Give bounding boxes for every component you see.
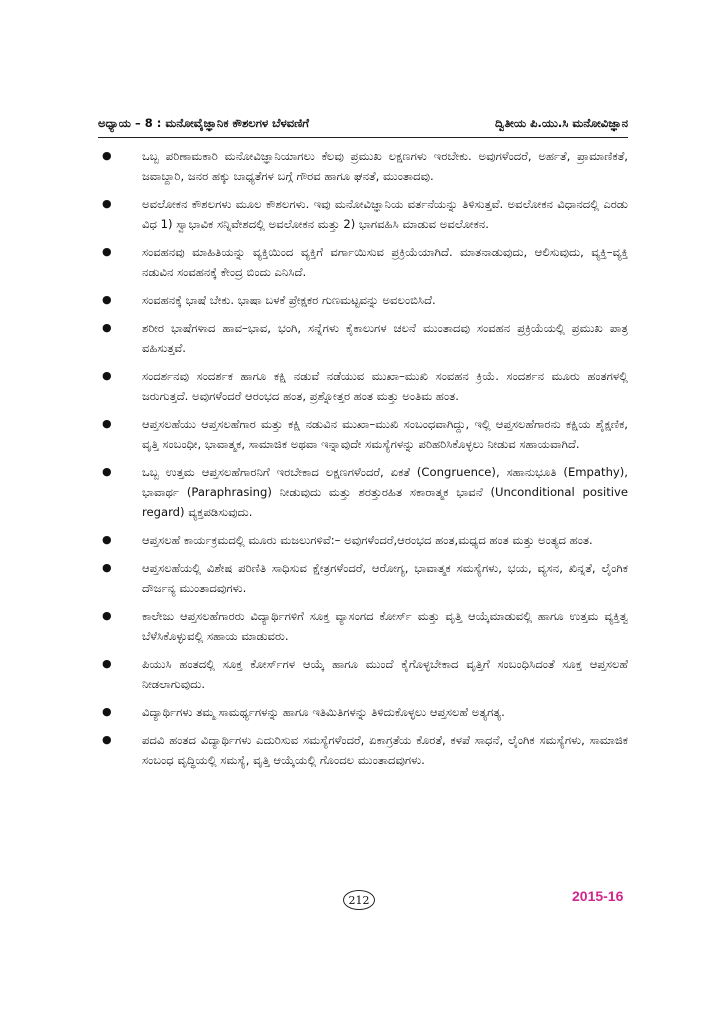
list-item — [98, 366, 628, 406]
bullet-icon: ● — [102, 533, 112, 546]
bullet-icon: ● — [102, 197, 112, 210]
bullet-icon: ● — [102, 417, 112, 430]
list-item — [98, 462, 628, 522]
bullet-icon: ● — [102, 657, 112, 670]
bullet-text: ಸಂದರ್ಶನವು ಸಂದರ್ಶಕ ಹಾಗೂ ಕಕ್ಷಿ ನಡುವೆ ನಡೆಯುವ ಮುಖಾ–ಮುಖಿ ಸಂವಹನ ಕ್ರಿಯೆ. ಸಂದರ್ಶನ ಮೂರು ಹಂತಗಳಲ್ಲಿ ಜರುಗುತ್ತದೆ. ಅವುಗಳೆಂದರೆ ಆರಂಭದ ಹಂತ, ಪ್ರಶ್ನೋತ್ತರ ಹಂತ ಮತ್ತು ಅಂತಿಮ ಹಂತ. — [142, 369, 628, 403]
page-body — [98, 146, 628, 886]
list-item — [98, 414, 628, 454]
bullet-text: ಪದವಿ ಹಂತದ ವಿದ್ಯಾರ್ಥಿಗಳು ಎದುರಿಸುವ ಸಮಸ್ಯೆಗಳೆಂದರೆ, ಏಕಾಗ್ರತೆಯ ಕೊರತೆ, ಕಳಪೆ ಸಾಧನೆ, ಲೈಂಗಿಕ ಸಮಸ್ಯೆಗಳು, ಸಾಮಾಜಿಕ ಸಂಬಂಧ ವೃದ್ಧಿಯಲ್ಲಿ ಸಮಸ್ಯೆ, ವೃತ್ತಿ ಆಯ್ಕೆಯಲ್ಲಿ ಗೊಂದಲ ಮುಂತಾದವುಗಳು. — [142, 733, 628, 767]
list-item — [98, 146, 628, 186]
bullet-text: ಆಪ್ತಸಲಹೆಯಲ್ಲಿ ವಿಶೇಷ ಪರಿಣಿತಿ ಸಾಧಿಸುವ ಕ್ಷೇತ್ರಗಳೆಂದರೆ, ಆರೋಗ್ಯ, ಭಾವಾತ್ಮಕ ಸಮಸ್ಯೆಗಳು, ಭಯ, ವ್ಯಸನ, ಖಿನ್ನತೆ, ಲೈಂಗಿಕ ದೌರ್ಜನ್ಯ ಮುಂತಾದವುಗಳು. — [142, 561, 628, 595]
bullet-icon: ● — [102, 293, 112, 306]
list-item — [98, 702, 628, 722]
bullet-icon: ● — [102, 245, 112, 258]
bullet-text: ಸಂವಹನಕ್ಕೆ ಭಾಷೆ ಬೇಕು. ಭಾಷಾ ಬಳಕೆ ಪ್ರೇಕ್ಷಕರ ಗುಣಮಟ್ಟವನ್ನು ಅವಲಂಬಿಸಿದೆ. — [142, 293, 436, 307]
bullet-icon: ● — [102, 149, 112, 162]
bullet-icon: ● — [102, 321, 112, 334]
bullet-text: ಸಂವಹನವು ಮಾಹಿತಿಯನ್ನು ವ್ಯಕ್ತಿಯಿಂದ ವ್ಯಕ್ತಿಗೆ ವರ್ಗಾಯಿಸುವ ಪ್ರಕ್ರಿಯೆಯಾಗಿದೆ. ಮಾತನಾಡುವುದು, ಆಲಿಸುವುದು, ವ್ಯಕ್ತಿ–ವ್ಯಕ್ತಿ ನಡುವಿನ ಸಂವಹನಕ್ಕೆ ಕೇಂದ್ರ ಬಿಂದು ಎನಿಸಿದೆ. — [142, 245, 628, 279]
list-item — [98, 530, 628, 550]
bullet-text: ಶರೀರ ಭಾಷೆಗಳಾದ ಹಾವ–ಭಾವ, ಭಂಗಿ, ಸನ್ನೆಗಳು ಕೈಕಾಲುಗಳ ಚಲನೆ ಮುಂತಾದವು ಸಂವಹನ ಪ್ರಕ್ರಿಯೆಯಲ್ಲಿ ಪ್ರಮುಖ ಪಾತ್ರ ವಹಿಸುತ್ತವೆ. — [142, 321, 628, 355]
bullet-text: ಆಪ್ತಸಲಹೆಯು ಆಪ್ತಸಲಹೆಗಾರ ಮತ್ತು ಕಕ್ಷಿ ನಡುವಿನ ಮುಖಾ–ಮುಖಿ ಸಂಬಂಧವಾಗಿದ್ದು, ಇಲ್ಲಿ ಆಪ್ತಸಲಹೆಗಾರನು ಕಕ್ಷಿಯ ಶೈಕ್ಷಣಿಕ, ವೃತ್ತಿ ಸಂಬಂಧೀ, ಭಾವಾತ್ಮಕ, ಸಾಮಾಜಿಕ ಅಥವಾ ಇನ್ನಾವುದೇ ಸಮಸ್ಯೆಗಳನ್ನು ಪರಿಹರಿಸಿಕೊಳ್ಳಲು ನೀಡುವ ಸಹಾಯವಾಗಿದೆ. — [142, 417, 628, 451]
chapter-title: ಅಧ್ಯಾಯ – 8 : ಮನೋವೈಜ್ಞಾನಿಕ ಕೌಶಲಗಳ ಬೆಳವಣಿಗೆ — [98, 116, 309, 130]
bullet-icon: ● — [102, 609, 112, 622]
bullet-icon: ● — [102, 465, 112, 478]
bullet-text: ಒಬ್ಬ ಉತ್ತಮ ಆಪ್ತಸಲಹೆಗಾರನಿಗೆ ಇರಬೇಕಾದ ಲಕ್ಷಣಗಳೆಂದರೆ, ಏಕತೆ (Congruence), ಸಹಾನುಭೂತಿ (Empathy), ಭಾವಾರ್ಥ (Paraphrasing) ನೀಡುವುದು ಮತ್ತು ಶರತ್ತುರಹಿತ ಸಕಾರಾತ್ಮಕ ಭಾವನೆ (Unconditional positive regard) ವ್ಯಕ್ತಪಡಿಸುವುದು. — [142, 465, 628, 519]
list-item — [98, 558, 628, 598]
list-item — [98, 194, 628, 234]
bullet-text: ಪಿಯುಸಿ ಹಂತದಲ್ಲಿ ಸೂಕ್ತ ಕೋರ್ಸ್‌ಗಳ ಆಯ್ಕೆ ಹಾಗೂ ಮುಂದೆ ಕೈಗೊಳ್ಳಬೇಕಾದ ವೃತ್ತಿಗೆ ಸಂಬಂಧಿಸಿದಂತೆ ಸೂಕ್ತ ಆಪ್ತಸಲಹೆ ನೀಡಲಾಗುವುದು. — [142, 657, 628, 691]
list-item — [98, 318, 628, 358]
bullet-icon: ● — [102, 733, 112, 746]
page-number: 212 — [343, 890, 375, 910]
list-item — [98, 730, 628, 770]
bullet-text: ಒಬ್ಬ ಪರಿಣಾಮಕಾರಿ ಮನೋವಿಜ್ಞಾನಿಯಾಗಲು ಕೆಲವು ಪ್ರಮುಖ ಲಕ್ಷಣಗಳು ಇರಬೇಕು. ಅವುಗಳೆಂದರೆ, ಅರ್ಹತೆ, ಪ್ರಾಮಾಣಿಕತೆ, ಜವಾಬ್ದಾರಿ, ಜನರ ಹಕ್ಕು ಬಾಧ್ಯತೆಗಳ ಬಗ್ಗೆ ಗೌರವ ಹಾಗೂ ಘನತೆ, ಮುಂತಾದವು. — [142, 149, 628, 183]
bullet-icon: ● — [102, 561, 112, 574]
bullet-text: ವಿದ್ಯಾರ್ಥಿಗಳು ತಮ್ಮ ಸಾಮರ್ಥ್ಯಗಳನ್ನು ಹಾಗೂ ಇತಿಮಿತಿಗಳನ್ನು ತಿಳಿದುಕೊಳ್ಳಲು ಆಪ್ತಸಲಹೆ ಅತ್ಯಗತ್ಯ. — [142, 705, 505, 719]
book-title: ದ್ವಿತೀಯ ಪಿ.ಯು.ಸಿ ಮನೋವಿಜ್ಞಾನ — [494, 116, 628, 130]
bullet-text: ಅವಲೋಕನ ಕೌಶಲಗಳು ಮೂಲ ಕೌಶಲಗಳು. ಇವು ಮನೋವಿಜ್ಞಾನಿಯ ವರ್ತನೆಯನ್ನು ತಿಳಿಸುತ್ತವೆ. ಅವಲೋಕನ ವಿಧಾನದಲ್ಲಿ ಎರಡು ವಿಧ 1) ಸ್ವಾಭಾವಿಕ ಸನ್ನಿವೇಶದಲ್ಲಿ ಅವಲೋಕನ ಮತ್ತು 2) ಭಾಗವಹಿಸಿ ಮಾಡುವ ಅವಲೋಕನ. — [142, 197, 628, 231]
list-item — [98, 290, 628, 310]
bullet-list — [98, 146, 628, 770]
bullet-icon: ● — [102, 369, 112, 382]
edition-year: 2015-16 — [572, 888, 624, 904]
bullet-icon: ● — [102, 705, 112, 718]
list-item — [98, 606, 628, 646]
page-header — [98, 116, 628, 136]
bullet-text: ಕಾಲೇಜು ಆಪ್ತಸಲಹೆಗಾರರು ವಿದ್ಯಾರ್ಥಿಗಳಿಗೆ ಸೂಕ್ತ ವ್ಯಾಸಂಗದ ಕೋರ್ಸ್ ಮತ್ತು ವೃತ್ತಿ ಆಯ್ಕೆಮಾಡುವಲ್ಲಿ ಹಾಗೂ ಉತ್ತಮ ವ್ಯಕ್ತಿತ್ವ ಬೆಳೆಸಿಕೊಳ್ಳುವಲ್ಲಿ ಸಹಾಯ ಮಾಡುವರು. — [142, 609, 628, 643]
header-rule — [98, 137, 628, 138]
bullet-text: ಆಪ್ತಸಲಹೆ ಕಾರ್ಯಕ್ರಮದಲ್ಲಿ ಮೂರು ಮಜಲುಗಳಿವೆ:– ಅವುಗಳೆಂದರೆ,ಆರಂಭದ ಹಂತ,ಮಧ್ಯದ ಹಂತ ಮತ್ತು ಅಂತ್ಯದ ಹಂತ. — [142, 533, 593, 547]
list-item — [98, 654, 628, 694]
list-item — [98, 242, 628, 282]
